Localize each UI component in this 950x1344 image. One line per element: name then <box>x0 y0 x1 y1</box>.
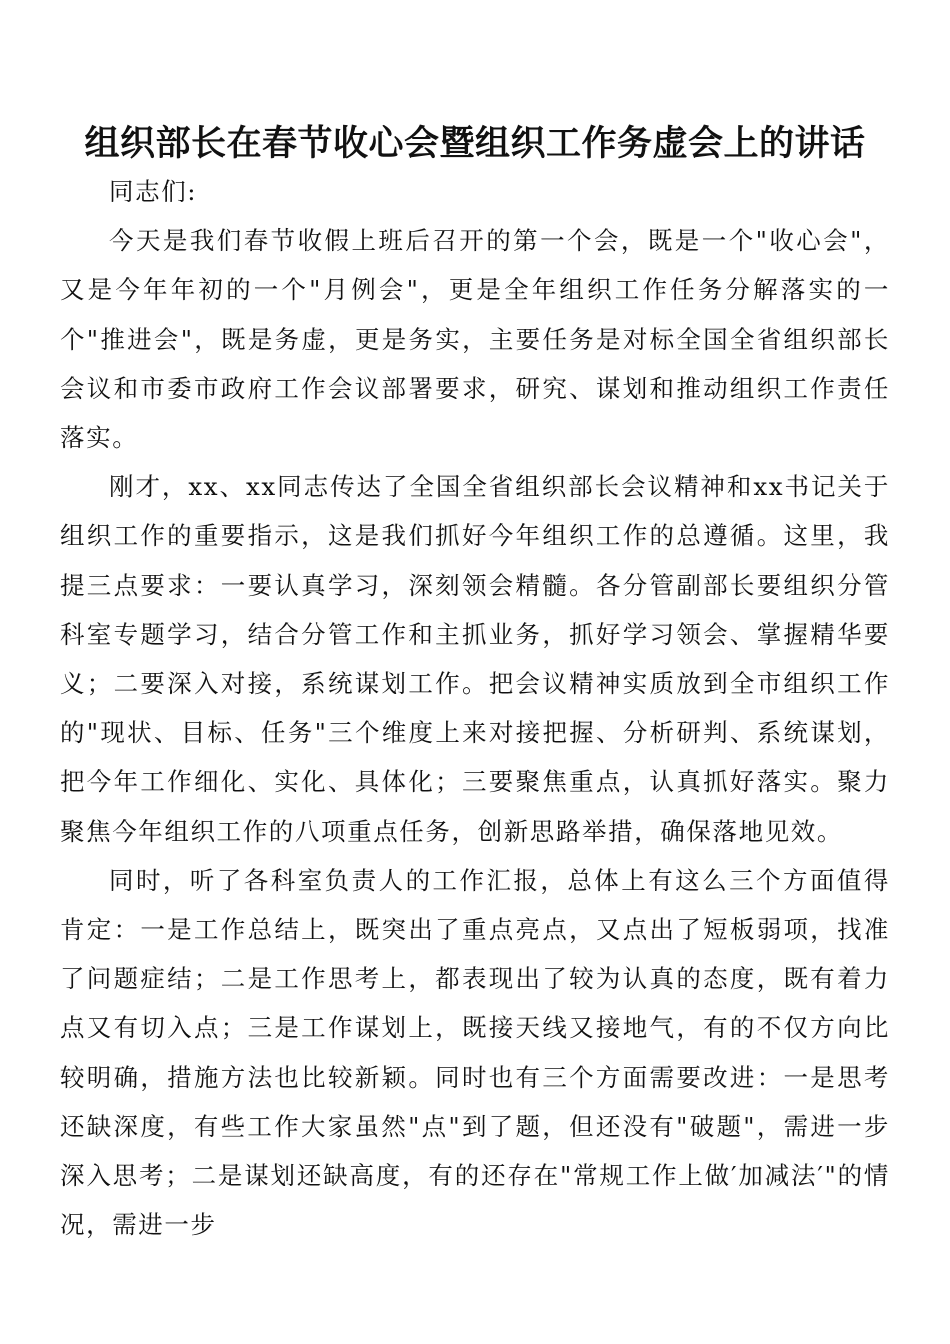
document-title: 组织部长在春节收心会暨组织工作务虚会上的讲话 <box>84 124 866 164</box>
paragraph-1: 今天是我们春节收假上班后召开的第一个会，既是一个"收心会"，又是今年年初的一个"月例会"，更是全年组织工作任务分解落实的一个"推进会"，既是务虚，更是务实，主要任务是对标全国全省组织部长会议和市委市政府工作会议部署要求，研究、谋划和推动组织工作责任落实。 <box>60 226 890 453</box>
document-body <box>60 167 890 1249</box>
paragraph-3: 同时，听了各科室负责人的工作汇报，总体上有这么三个方面值得肯定：一是工作总结上，既突出了重点亮点，又点出了短板弱项，找准了问题症结；二是工作思考上，都表现出了较为认真的态度，既有着力点又有切入点；三是工作谋划上，既接天线又接地气，有的不仅方向比较明确，措施方法也比较新颖。同时也有三个方面需要改进：一是思考还缺深度，有些工作大家虽然"点"到了题，但还没有"破题"，需进一步深入思考；二是谋划还缺高度，有的还存在"常规工作上做′加减法′"的情况，需进一步 <box>60 865 890 1240</box>
salutation: 同志们: <box>109 177 198 206</box>
paragraph-2: 刚才，xx、xx同志传达了全国全省组织部长会议精神和xx书记关于组织工作的重要指示，这是我们抓好今年组织工作的总遵循。这里，我提三点要求：一要认真学习，深刻领会精髓。各分管副部长要组织分管科室专题学习，结合分管工作和主抓业务，抓好学习领会、掌握精华要义；二要深入对接，系统谋划工作。把会议精神实质放到全市组织工作的"现状、目标、任务"三个维度上来对接把握、分析研判、系统谋划，把今年工作细化、实化、具体化；三要聚焦重点，认真抓好落实。聚力聚焦今年组织工作的八项重点任务，创新思路举措，确保落地见效。 <box>60 472 890 846</box>
